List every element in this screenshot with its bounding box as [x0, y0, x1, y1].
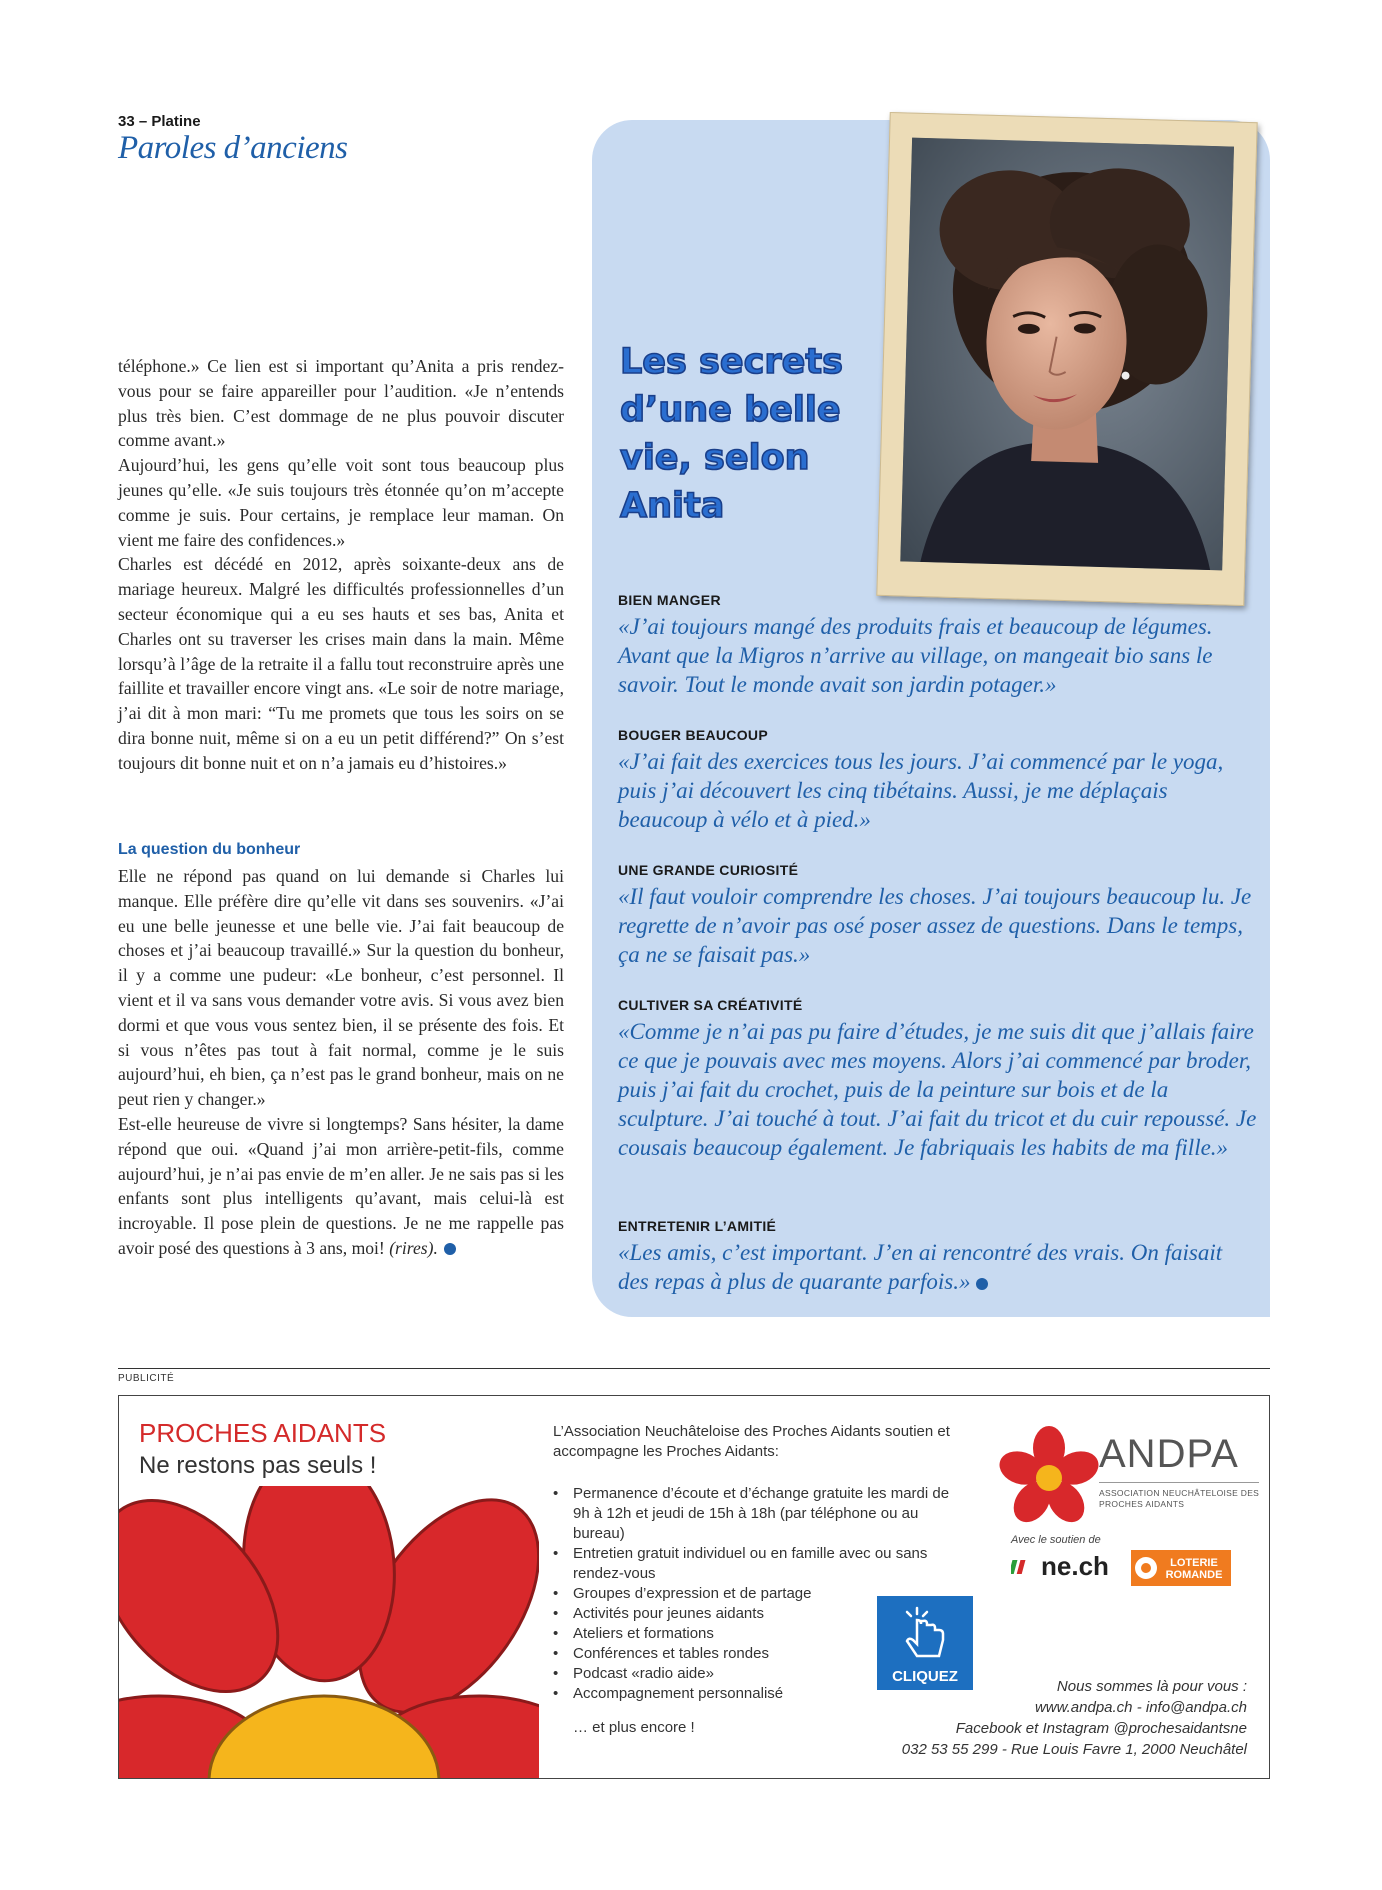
- ad-more: … et plus encore !: [573, 1719, 695, 1736]
- list-item: • Permanence d’écoute et d’échange gratuite les mardi de 9h à 12h et jeudi de 15h à 18h (par téléphone ou au bureau): [553, 1484, 953, 1544]
- click-label: CLIQUEZ: [892, 1668, 958, 1685]
- contact-address: 032 53 55 299 - Rue Louis Favre 1, 2000 Neuchâtel: [901, 1741, 1247, 1758]
- ad-subtitle: Ne restons pas seuls !: [139, 1452, 377, 1479]
- article-body-bottom: [118, 864, 564, 1261]
- portrait-photo: [900, 138, 1234, 571]
- list-item: • Ateliers et formations: [553, 1624, 953, 1644]
- section-quote: «Comme je n’ai pas pu faire d’études, je me suis dit que j’allais faire ce que je pouvais avec mes moyens. Alors j’ai commencé par broder, puis j’ai fait du crochet, puis de la peinture sur bois et de la sculpture. J’ai touché à tout. J’ai fait du tricot et du cuir repoussé. Je cousais beaucoup également. Je fabriquais les habits de ma fille.»: [618, 1019, 1257, 1160]
- article-paragraph: Charles est décédé en 2012, après soixante-deux ans de mariage heureux. Malgré les difficultés professionnelles d’un secteur économique qui a eu ses hauts et ses bas, Anita et Charles ont su traverser les crises main dans la main. Même lorsqu’à l’âge de la retraite il a fallu tout reconstruire après une faillite et travailler encore vingt ans. «Le soir de notre mariage, j’ai dit à mon mari: “Tu me promets que tous les soirs on se dira bonne nuit, même si on a eu un petit différend?” On s’est toujours dit bonne nuit et on n’a jamais eu d’histoires.»: [118, 554, 564, 773]
- andpa-name: ANDPA: [1099, 1432, 1239, 1476]
- section-heading: ENTRETENIR L’AMITIÉ: [618, 1218, 777, 1234]
- ad-title: PROCHES AIDANTS: [139, 1418, 387, 1448]
- section-quote: «Les amis, c’est important. J’en ai rencontré des vrais. On faisait des repas à plus de quarante parfois.»: [618, 1240, 1223, 1294]
- contact-social: Facebook et Instagram @prochesaidantsne: [955, 1720, 1247, 1737]
- divider: [118, 1368, 1270, 1369]
- section-heading: BIEN MANGER: [618, 592, 721, 608]
- advertisement[interactable]: [118, 1395, 1270, 1779]
- article-paragraph: Elle ne répond pas quand on lui demande si Charles lui manque. Elle préfère dire qu’elle vit dans ses souvenirs. «J’ai eu une belle jeunesse et une belle vie. J’ai fait beaucoup de choses et j’ai beaucoup travaillé.» Sur la question du bonheur, il y a comme une pudeur: «Le bonheur, c’est personnel. Il vient et il va sans vous demander votre avis. Si vous avez bien dormi et que vous vous sentez bien, il se présente des fois. Et si vous n’êtes pas tout à fait normal, comme je le suis aujourd’hui, eh bien, ça n’est pas le grand bonheur, mais on ne peut rien y changer.»: [118, 866, 564, 1110]
- contact-line: Nous sommes là pour vous :: [1056, 1678, 1247, 1695]
- sponsor-loterie: [1131, 1550, 1231, 1586]
- article-text: Est-elle heureuse de vivre si longtemps? Sans hésiter, la dame répond que oui. «Quand j’ai mon arrière-petit-fils, comme aujourd’hui, je n’ai pas envie de m’en aller. Je ne sais pas si les enfants sont plus intelligents qu’avant, mais celui-là est incroyable. Il pose plein de questions. Je ne me rappelle pas avoir posé des questions à 3 ans, moi!: [118, 1113, 564, 1258]
- list-item: • Conférences et tables rondes: [553, 1644, 953, 1664]
- click-button[interactable]: [877, 1596, 973, 1690]
- end-mark: [976, 1278, 988, 1290]
- portrait-illustration: [900, 138, 1234, 571]
- ad-intro: L’Association Neuchâteloise des Proches Aidants soutien et accompagne les Proches Aidants:: [553, 1423, 950, 1460]
- article-aside: (rires).: [389, 1237, 438, 1258]
- sponsor-ne-ch: ne.ch: [1041, 1551, 1109, 1581]
- sidebar-title: Les secrets d’une belle vie, selon Anita: [620, 342, 843, 526]
- loterie-logo-icon: [1135, 1557, 1157, 1579]
- section-quote: «J’ai toujours mangé des produits frais et beaucoup de légumes. Avant que la Migros n’arrive au village, on mangeait bio sans le savoir. Tout le monde avait son jardin potager.»: [618, 614, 1213, 697]
- section-name: Platine: [151, 113, 201, 130]
- rubric-title: Paroles d’anciens: [118, 130, 348, 166]
- hand-pointer-icon: [901, 1604, 951, 1662]
- section-heading: CULTIVER SA CRÉATIVITÉ: [618, 997, 803, 1013]
- section-quote: «Il faut vouloir comprendre les choses. J’ai toujours beaucoup lu. Je regrette de n’avoir pas osé poser assez de questions. Dans le temps, ça ne se faisait pas.»: [618, 884, 1252, 967]
- list-item: • Podcast «radio aide»: [553, 1664, 953, 1684]
- ad-label: PUBLICITÉ: [118, 1373, 175, 1384]
- andpa-subtitle: ASSOCIATION NEUCHÂTELOISE DES PROCHES AIDANTS: [1099, 1488, 1260, 1509]
- andpa-flower-logo: [999, 1426, 1099, 1526]
- page-number: 33: [118, 113, 135, 130]
- section-quote: «J’ai fait des exercices tous les jours. J’ai commencé par le yoga, puis j’ai découvert les cinq tibétains. Aussi, je me déplaçais beaucoup à vélo et à pied.»: [618, 749, 1224, 832]
- article-subheading: La question du bonheur: [118, 841, 301, 858]
- page-header: [118, 113, 201, 130]
- article-paragraph: téléphone.» Ce lien est si important qu’Anita a pris rendez-vous pour se faire appareiller pour l’audition. «Je n’entends plus très bien. C’est dommage de ne plus pouvoir discuter comme avant.»: [118, 356, 564, 451]
- logo-divider: [1099, 1482, 1259, 1483]
- contact-web[interactable]: www.andpa.ch - info@andpa.ch: [1034, 1699, 1247, 1716]
- list-item: • Accompagnement personnalisé: [553, 1684, 953, 1704]
- loterie-label: LOTERIE ROMANDE: [1165, 1557, 1223, 1581]
- list-item: • Groupes d’expression et de partage: [553, 1584, 953, 1604]
- article-body-top: [118, 354, 564, 776]
- article-paragraph: Aujourd’hui, les gens qu’elle voit sont tous beaucoup plus jeunes qu’elle. «Je suis toujours très étonnée qu’on m’accepte comme je suis. Pour certains, je remplace leur maman. On vient me faire des confidences.»: [118, 455, 564, 550]
- list-item: • Activités pour jeunes aidants: [553, 1604, 953, 1624]
- flower-illustration: [119, 1486, 539, 1778]
- section-heading: UNE GRANDE CURIOSITÉ: [618, 862, 799, 878]
- end-mark: [444, 1243, 456, 1255]
- article-paragraph-last: [118, 1112, 564, 1261]
- portrait-photo-frame: [876, 112, 1257, 606]
- list-item: • Entretien gratuit individuel ou en famille avec ou sans rendez-vous: [553, 1544, 953, 1584]
- support-label: Avec le soutien de: [1011, 1534, 1101, 1546]
- header-dash: –: [138, 113, 152, 130]
- flag-stripes-icon: [1011, 1558, 1039, 1576]
- section-quote-last: [618, 1238, 1258, 1296]
- section-heading: BOUGER BEAUCOUP: [618, 727, 768, 743]
